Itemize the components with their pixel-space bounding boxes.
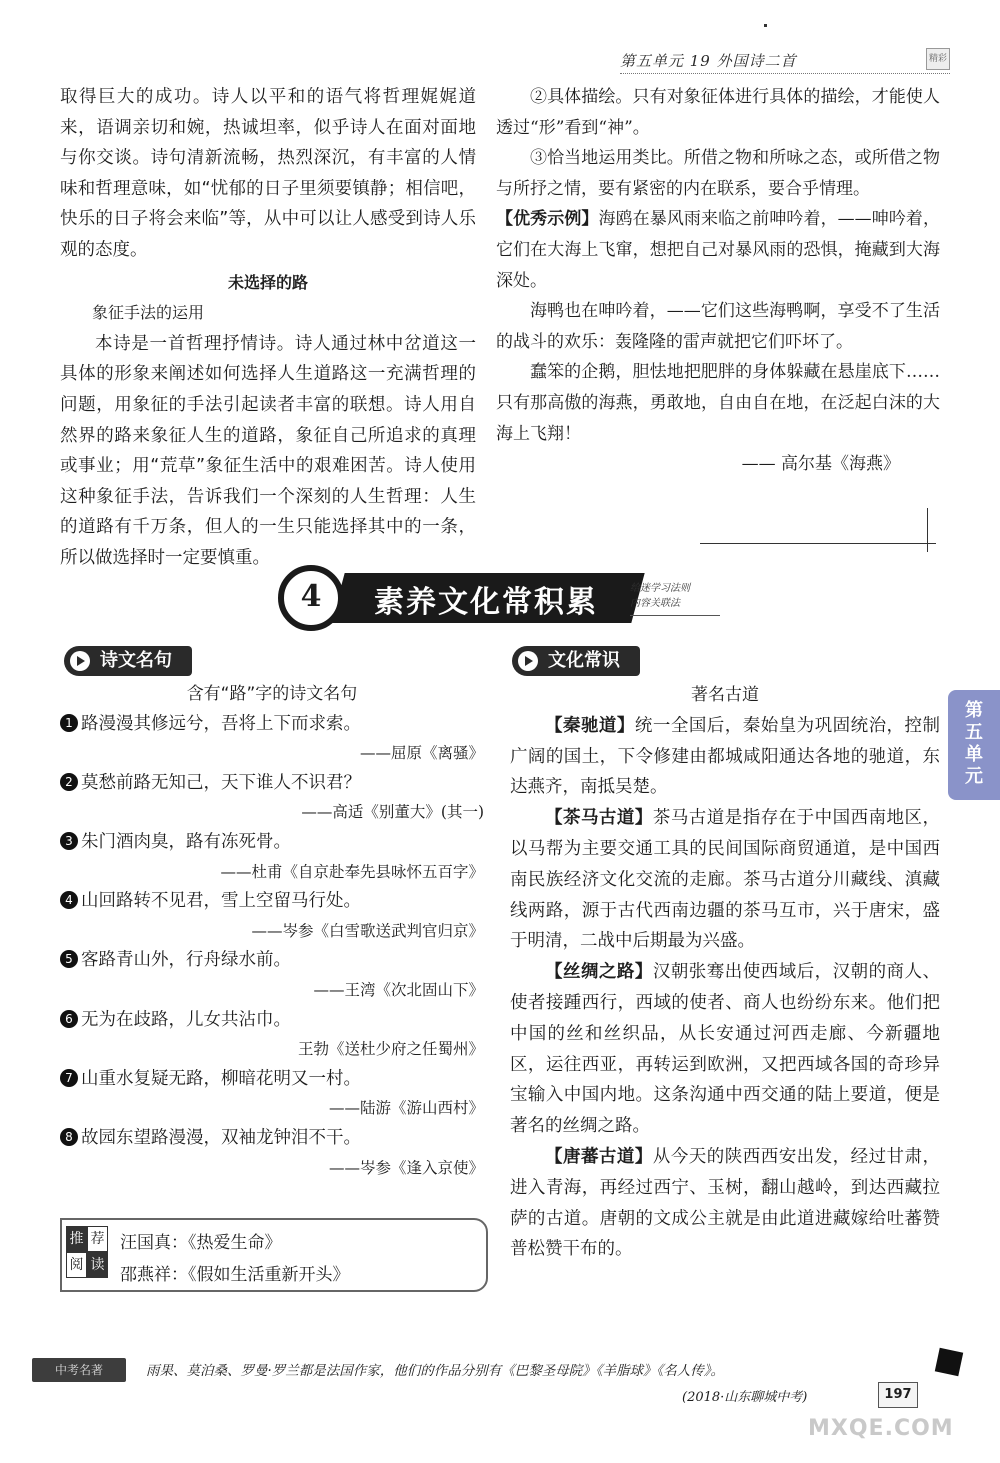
poem-source: ——陆游《游山西村》 bbox=[328, 1099, 484, 1118]
poem-item bbox=[60, 1124, 484, 1183]
poem-line: 客路青山外，行舟绿水前。 bbox=[81, 950, 291, 971]
recommended-reading bbox=[60, 1218, 488, 1292]
play-icon bbox=[518, 651, 538, 671]
poem-line: 故园东望路漫漫，双袖龙钟泪不干。 bbox=[81, 1127, 361, 1148]
poems-tag-label: 诗文名句 bbox=[100, 650, 172, 671]
culture-entry bbox=[510, 957, 940, 1142]
entry-text: 统一全国后，秦始皇为巩固统治，控制广阔的国土，下令修建由都城咸阳通达各地的驰道，东达燕齐，南抵吴楚。 bbox=[510, 715, 941, 798]
page-footer bbox=[32, 1358, 952, 1418]
badge-char: 读 bbox=[87, 1252, 108, 1278]
page-header bbox=[620, 48, 950, 74]
culture-entry bbox=[510, 803, 940, 957]
poem-item bbox=[60, 828, 484, 887]
section-subhead: 象征手法的运用 bbox=[92, 303, 205, 323]
poem-source: ——岑参《白雪歌送武判官归京》 bbox=[251, 921, 484, 940]
item-number: 6 bbox=[60, 1010, 78, 1028]
culture-entry bbox=[510, 1142, 940, 1265]
banner-sub-line-2: 内容关联法 bbox=[630, 598, 680, 609]
tip-3: ③恰当地运用类比。所借之物和所咏之态，或所借之物与所抒之情，要有紧密的内在联系，要合乎情理。 bbox=[496, 148, 940, 199]
corner-mark bbox=[935, 1348, 963, 1376]
badge-char: 推 bbox=[66, 1226, 87, 1252]
item-number: 7 bbox=[60, 1069, 78, 1087]
entry-label: 【茶马古道】 bbox=[545, 808, 653, 829]
section-subtitle: 未选择的路 bbox=[227, 272, 308, 292]
entry-label: 【丝绸之路】 bbox=[545, 962, 653, 983]
example-text: 海鸥在暴风雨来临之前呻吟着，——呻吟着，它们在大海上飞窜，想把自己对暴风雨的恐惧，掩藏到大海深处。 bbox=[496, 209, 940, 291]
intro-paragraph: 取得巨大的成功。诗人以平和的语气将哲理娓娓道来，语调亲切和婉，热诚坦率，似乎诗人在面对面地与你交谈。诗句清新流畅，热烈深沉，有丰富的人情味和哲理意味，如“忧郁的日子里须要镇静；相信吧，快乐的日子将会来临”等，从中可以让人感受到诗人乐观的态度。 bbox=[60, 87, 476, 260]
header-logo: 精彩 bbox=[926, 48, 950, 70]
watermark: MXQE.COM bbox=[808, 1416, 954, 1441]
page-number: 197 bbox=[878, 1382, 918, 1408]
banner-number: 4 bbox=[278, 565, 344, 631]
item-number: 4 bbox=[60, 891, 78, 909]
penguin-paragraph: 蠢笨的企鹅，胆怯地把肥胖的身体躲藏在悬崖底下……只有那高傲的海燕，勇敢地，自由自在地，在泛起白沫的大海上飞翔！ bbox=[496, 362, 940, 444]
poem-item bbox=[60, 710, 484, 769]
badge-char: 阅 bbox=[66, 1252, 87, 1278]
banner-subtitle bbox=[630, 581, 690, 611]
banner-sub-line-1: 给迷学习法则 bbox=[630, 583, 690, 594]
footer-note: 雨果、莫泊桑、罗曼·罗兰都是法国作家，他们的作品分别有《巴黎圣母院》《羊脂球》《名人传》。 bbox=[146, 1363, 725, 1379]
poem-line: 山回路转不见君，雪上空留马行处。 bbox=[81, 891, 361, 912]
poem-item bbox=[60, 769, 484, 828]
culture-entry bbox=[510, 711, 940, 803]
right-top-column bbox=[496, 82, 940, 480]
poems-tag bbox=[64, 646, 192, 676]
poem-source: ——岑参《逢入京使》 bbox=[328, 1158, 484, 1177]
poem-line: 朱门酒肉臭，路有冻死骨。 bbox=[81, 831, 291, 852]
header-rule bbox=[620, 73, 950, 74]
section-banner bbox=[278, 565, 718, 631]
poem-item bbox=[60, 946, 484, 1005]
poem-item bbox=[60, 887, 484, 946]
poem-line: 路漫漫其修远兮，吾将上下而求索。 bbox=[81, 713, 361, 734]
decorative-line-vertical bbox=[927, 508, 928, 552]
recommend-badge bbox=[66, 1226, 112, 1284]
poem-source: ——高适《别董大》(其一) bbox=[301, 803, 484, 822]
play-icon bbox=[70, 651, 90, 671]
poem-source: ——杜甫《自京赴奉先县咏怀五百字》 bbox=[220, 862, 484, 881]
culture-tag-label: 文化常识 bbox=[548, 650, 620, 671]
item-number: 2 bbox=[60, 773, 78, 791]
item-number: 5 bbox=[60, 950, 78, 968]
example-label: 【优秀示例】 bbox=[496, 209, 599, 230]
poem-item bbox=[60, 1006, 484, 1065]
poem-source: 王勃《送杜少府之任蜀州》 bbox=[297, 1040, 484, 1059]
footer-source: (2018·山东聊城中考) bbox=[682, 1390, 808, 1405]
poems-list bbox=[60, 680, 484, 1183]
entry-label: 【秦驰道】 bbox=[545, 715, 635, 736]
left-top-column bbox=[60, 82, 476, 574]
entry-text: 茶马古道是指存在于中国西南地区，以马帮为主要交通工具的民间国际商贸通道，是中国西南民族经济文化交流的走廊。茶马古道分川藏线、滇藏线两路，源于古代西南边疆的茶马互市，兴于唐宋，盛于明清，二战中后期最为兴盛。 bbox=[510, 808, 941, 952]
item-number: 8 bbox=[60, 1128, 78, 1146]
example-paragraph bbox=[496, 204, 940, 296]
culture-tag bbox=[512, 646, 640, 676]
example-attribution: —— 高尔基《海燕》 bbox=[741, 454, 900, 475]
poem-line: 无为在歧路，儿女共沾巾。 bbox=[81, 1009, 291, 1030]
header-text: 第五单元 19 外国诗二首 bbox=[620, 52, 797, 70]
banner-title: 素养文化常积累 bbox=[374, 585, 598, 620]
poem-item bbox=[60, 1065, 484, 1124]
poems-title: 含有“路”字的诗文名句 bbox=[186, 684, 358, 704]
item-number: 3 bbox=[60, 832, 78, 850]
culture-title: 著名古道 bbox=[691, 685, 759, 705]
tip-2: ②具体描绘。只有对象征体进行具体的描绘，才能使人透过“形”看到“神”。 bbox=[496, 87, 940, 138]
item-number: 1 bbox=[60, 714, 78, 732]
entry-text: 从今天的陕西西安出发，经过甘肃，进入青海，再经过西宁、玉树，翻山越岭，到达西藏拉萨的古道。唐朝的文成公主就是由此道进藏嫁给吐蕃赞普松赞干布的。 bbox=[510, 1146, 941, 1260]
poem-source: ——屈原《离骚》 bbox=[359, 744, 484, 763]
poem-line: 山重水复疑无路，柳暗花明又一村。 bbox=[81, 1068, 361, 1089]
recommend-line-1: 汪国真：《热爱生命》 bbox=[120, 1233, 282, 1253]
entry-text: 汉朝张骞出使西域后，汉朝的商人、使者接踵西行，西域的使者、商人也纷纷东来。他们把中国的丝和丝织品，从长安通过河西走廊、今新疆地区，运往西亚，再转运到欧洲，又把西域各国的奇珍异宝输入中国内地。这条沟通中西交通的陆上要道，便是著名的丝绸之路。 bbox=[510, 962, 941, 1137]
culture-column bbox=[510, 680, 940, 1265]
banner-rule bbox=[630, 615, 720, 616]
decorative-line-horizontal bbox=[700, 543, 936, 544]
footer-badge: 中考名著 bbox=[32, 1358, 126, 1382]
poem-line: 莫愁前路无知己，天下谁人不识君？ bbox=[81, 772, 361, 793]
recommend-line-2: 邵燕祥：《假如生活重新开头》 bbox=[120, 1265, 350, 1285]
print-mark bbox=[764, 24, 767, 27]
gull-paragraph: 海鸭也在呻吟着，——它们这些海鸭啊，享受不了生活的战斗的欢乐：轰隆隆的雷声就把它们吓坏了。 bbox=[496, 301, 940, 352]
symbolism-paragraph: 本诗是一首哲理抒情诗。诗人通过林中岔道这一具体的形象来阐述如何选择人生道路这一充满哲理的问题，用象征的手法引起读者丰富的联想。诗人用自然界的路来象征人生的道路，象征自己所追求的真理或事业；用“荒草”象征生活中的艰难困苦。诗人使用这种象征手法，告诉我们一个深刻的人生哲理：人生的道路有千万条，但人的一生只能选择其中的一条，所以做选择时一定要慎重。 bbox=[60, 333, 476, 568]
poem-source: ——王湾《次北固山下》 bbox=[313, 980, 484, 999]
badge-char: 荐 bbox=[87, 1226, 108, 1252]
entry-label: 【唐蕃古道】 bbox=[545, 1146, 653, 1167]
unit-side-tab: 第五单元 bbox=[948, 690, 1000, 800]
